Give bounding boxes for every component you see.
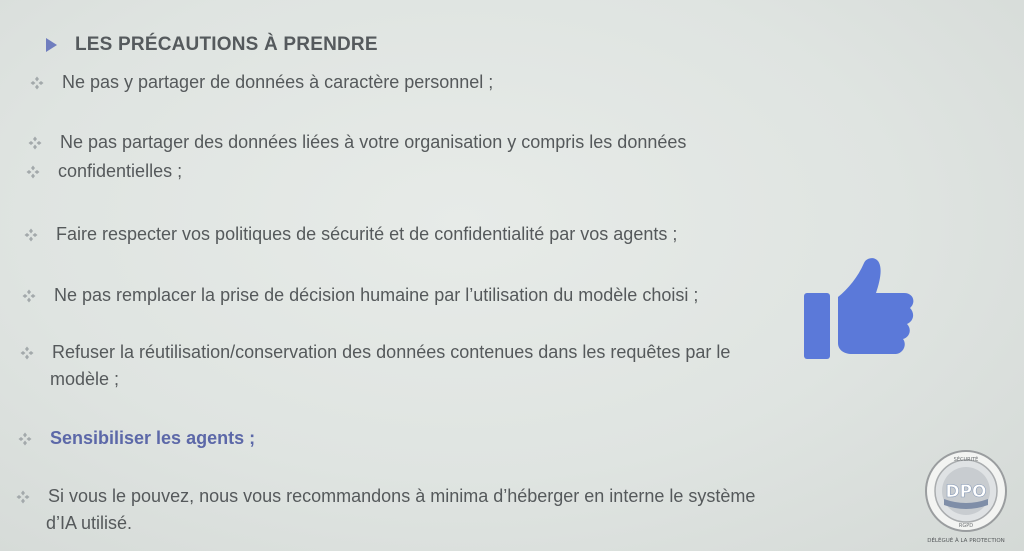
play-arrow-icon: [46, 38, 57, 52]
diamond-bullet-icon: [26, 165, 40, 179]
bullet-item-emphasis: [18, 428, 255, 449]
diamond-bullet-icon: [20, 346, 34, 360]
svg-text:RGPD: RGPD: [958, 523, 974, 529]
bullet-item: [20, 342, 730, 363]
bullet-item: [26, 161, 182, 182]
bullet-text: Faire respecter vos politiques de sécurité et de confidentialité par vos agents ;: [56, 224, 678, 244]
bullet-text: Ne pas partager des données liées à votre organisation y compris les données: [60, 132, 687, 152]
diamond-bullet-icon: [16, 490, 30, 504]
bullet-continuation: [50, 369, 119, 390]
slide-title: LES PRÉCAUTIONS À PRENDRE: [75, 34, 378, 55]
bullet-text: Ne pas y partager de données à caractère personnel ;: [62, 72, 494, 92]
bullet-text: Refuser la réutilisation/conservation des données contenues dans les requêtes par le: [52, 342, 731, 362]
svg-text:SÉCURITÉ: SÉCURITÉ: [953, 457, 979, 463]
bullet-text: Sensibiliser les agents ;: [50, 428, 256, 448]
svg-text:DÉLÉGUÉ À LA PROTECTION: DÉLÉGUÉ À LA PROTECTION: [927, 538, 1005, 544]
svg-text:DPO: DPO: [945, 482, 987, 502]
bullet-text: Si vous le pouvez, nous vous recommandons à minima d’héberger en interne le système: [48, 486, 756, 506]
bullet-continuation: [46, 513, 132, 534]
bullet-text: Ne pas remplacer la prise de décision humaine par l’utilisation du modèle choisi ;: [54, 285, 699, 305]
bullet-item: [22, 285, 698, 306]
diamond-bullet-icon: [28, 136, 42, 150]
bullet-item: [30, 72, 493, 93]
dpo-seal-logo: [915, 447, 1017, 549]
thumbs-up-icon: [800, 255, 918, 365]
diamond-bullet-icon: [22, 289, 36, 303]
bullet-text: confidentielles ;: [58, 161, 183, 181]
diamond-bullet-icon: [18, 432, 32, 446]
bullet-text: d’IA utilisé.: [46, 513, 133, 533]
bullet-item: [16, 486, 755, 507]
diamond-bullet-icon: [30, 76, 44, 90]
diamond-bullet-icon: [24, 228, 38, 242]
slide-heading: [46, 34, 378, 56]
bullet-item: [28, 132, 686, 153]
bullet-item: [24, 224, 677, 245]
bullet-text: modèle ;: [50, 369, 120, 389]
